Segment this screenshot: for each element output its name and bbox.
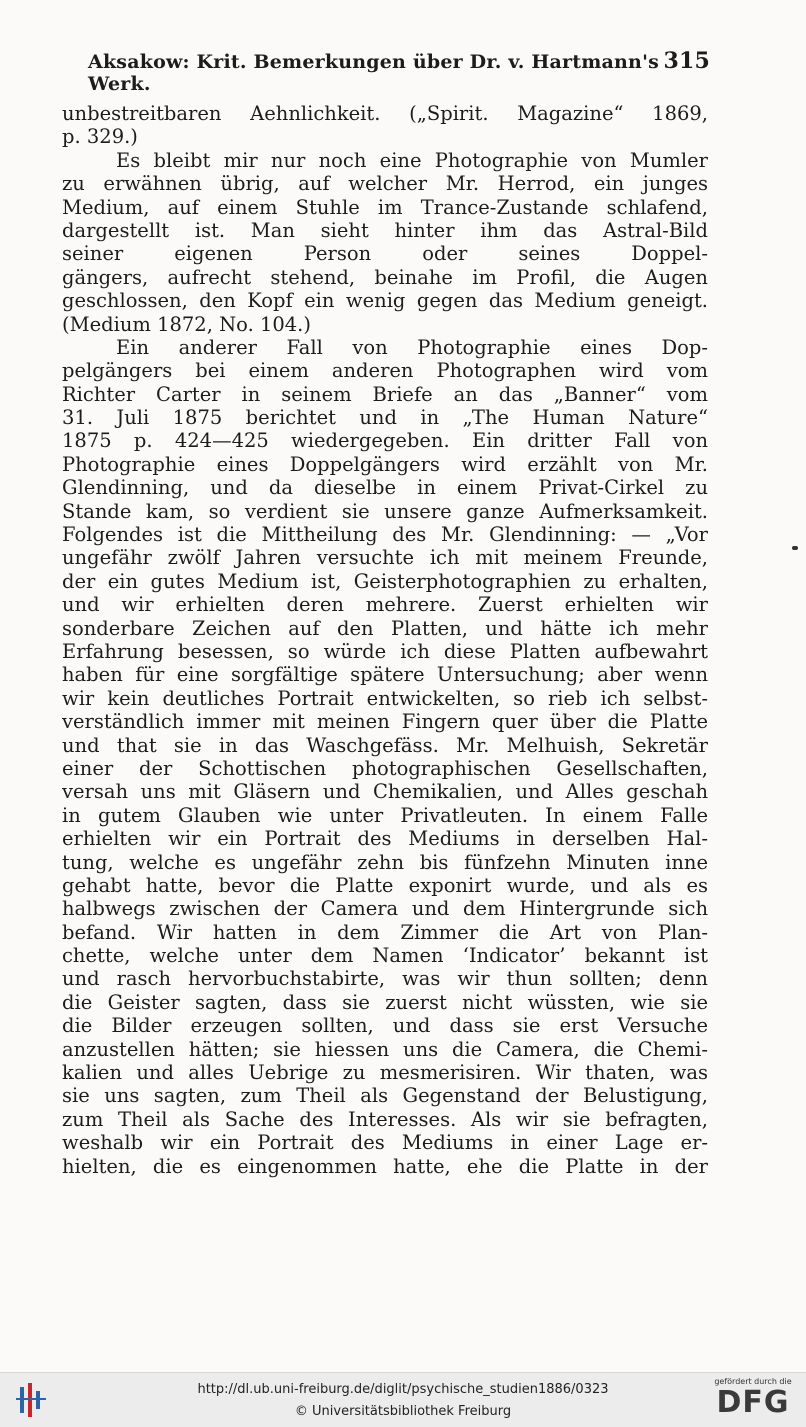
text-line: halbwegs zwischen der Camera und dem Hintergrunde sich: [62, 897, 708, 921]
text-line: ungefähr zwölf Jahren versuchte ich mit meinem Freunde,: [62, 546, 708, 570]
text-line: befand. Wir hatten in dem Zimmer die Art von Plan-: [62, 920, 708, 944]
dfg-logo[interactable]: [710, 1377, 796, 1423]
text-line: verständlich immer mit meinen Fingern quer über die Platte: [62, 710, 708, 734]
dfg-wordmark: DFG: [716, 1385, 790, 1420]
text-line: und wir erhielten deren mehrere. Zuerst erhielten wir: [62, 593, 708, 617]
text-line: kalien und alles Uebrige zu mesmerisiren. Wir thaten, was: [62, 1061, 708, 1085]
text-line: und that sie in das Waschgefäss. Mr. Melhuish, Sekretär: [62, 733, 708, 757]
text-line: Richter Carter in seinem Briefe an das „Banner“ vom: [62, 382, 708, 406]
text-line: die Geister sagten, dass sie zuerst nicht wüssten, wie sie: [62, 990, 708, 1014]
text-line: zum Theil als Sache des Interesses. Als wir sie befragten,: [62, 1107, 708, 1131]
text-line: geschlossen, den Kopf ein wenig gegen das Medium geneigt.: [62, 289, 708, 313]
text-line: Es bleibt mir nur noch eine Photographie von Mumler: [116, 148, 708, 172]
running-title: Aksakow: Krit. Bemerkungen über Dr. v. Hartmann's Werk.: [88, 51, 659, 95]
text-line: zu erwähnen übrig, auf welcher Mr. Herrod, ein junges: [62, 172, 708, 196]
text-line: haben für eine sorgfältige spätere Untersuchung; aber wenn: [62, 663, 708, 687]
footer-bar: [0, 1372, 806, 1427]
text-line: tung, welche es ungefähr zehn bis fünfzehn Minuten inne: [62, 850, 708, 874]
text-line: in gutem Glauben wie unter Privatleuten. In einem Falle: [62, 803, 708, 827]
text-line: Ein anderer Fall von Photographie eines Dop-: [116, 335, 708, 359]
text-line: pelgängers bei einem anderen Photographen wird vom: [62, 359, 708, 383]
text-line: sonderbare Zeichen auf den Platten, und hätte ich mehr: [62, 616, 708, 640]
text-line: sie uns sagten, zum Theil als Gegenstand der Belustigung,: [62, 1084, 708, 1108]
text-line: der ein gutes Medium ist, Geisterphotographien zu erhalten,: [62, 569, 708, 593]
text-line: seiner eigenen Person oder seines Doppel-: [62, 242, 708, 266]
text-line: gängers, aufrecht stehend, beinahe im Profil, die Augen: [62, 265, 708, 289]
text-line: hielten, die es eingenommen hatte, ehe die Platte in der: [62, 1154, 708, 1178]
text-line: wir kein deutliches Portrait entwickelten, so rieb ich selbst-: [62, 686, 708, 710]
text-line: Folgendes ist die Mittheilung des Mr. Glendinning: — „Vor: [62, 523, 708, 547]
text-line: die Bilder erzeugen sollten, und dass sie erst Versuche: [62, 1014, 708, 1038]
page-number: 315: [663, 48, 710, 74]
text-line: 1875 p. 424—425 wiedergegeben. Ein dritter Fall von: [62, 429, 708, 453]
text-line: anzustellen hätten; sie hiessen uns die Camera, die Chemi-: [62, 1037, 708, 1061]
text-line: Erfahrung besessen, so würde ich diese Platten aufbewahrt: [62, 639, 708, 663]
text-line: Medium, auf einem Stuhle im Trance-Zustande schlafend,: [62, 195, 708, 219]
text-line: dargestellt ist. Man sieht hinter ihm das Astral-Bild: [62, 218, 708, 242]
dfg-funded-by-label: gefördert durch die: [714, 1377, 792, 1386]
text-line: (Medium 1872, No. 104.): [62, 312, 311, 336]
margin-mark: [792, 546, 798, 550]
text-line: weshalb wir ein Portrait des Mediums in einer Lage er-: [62, 1131, 708, 1155]
text-line: gehabt hatte, bevor die Platte exponirt wurde, und als es: [62, 873, 708, 897]
source-url-link[interactable]: http://dl.ub.uni-freiburg.de/diglit/psychische_studien1886/0323: [197, 1382, 609, 1397]
text-line: chette, welche unter dem Namen ‘Indicator’ bekannt ist: [62, 944, 708, 968]
text-line: versah uns mit Gläsern und Chemikalien, und Alles geschah: [62, 780, 708, 804]
text-line: Stande kam, so verdient sie unsere ganze Aufmerksamkeit.: [62, 499, 708, 523]
text-line: einer der Schottischen photographischen Gesellschaften,: [62, 756, 708, 780]
text-line: und rasch hervorbuchstabirte, was wir thun sollten; denn: [62, 967, 708, 991]
text-line: Photographie eines Doppelgängers wird erzählt von Mr.: [62, 452, 708, 476]
running-header: [88, 48, 710, 95]
text-line: erhielten wir ein Portrait des Mediums in derselben Hal-: [62, 827, 708, 851]
body-text: [62, 102, 708, 1178]
text-line: unbestreitbaren Aehnlichkeit. („Spirit. Magazine“ 1869,: [62, 102, 708, 125]
text-line: p. 329.): [62, 125, 138, 149]
text-line: 31. Juli 1875 berichtet und in „The Human Nature“: [62, 406, 708, 430]
copyright-notice: © Universitätsbibliothek Freiburg: [294, 1404, 512, 1419]
text-line: Glendinning, und da dieselbe in einem Privat-Cirkel zu: [62, 476, 708, 500]
